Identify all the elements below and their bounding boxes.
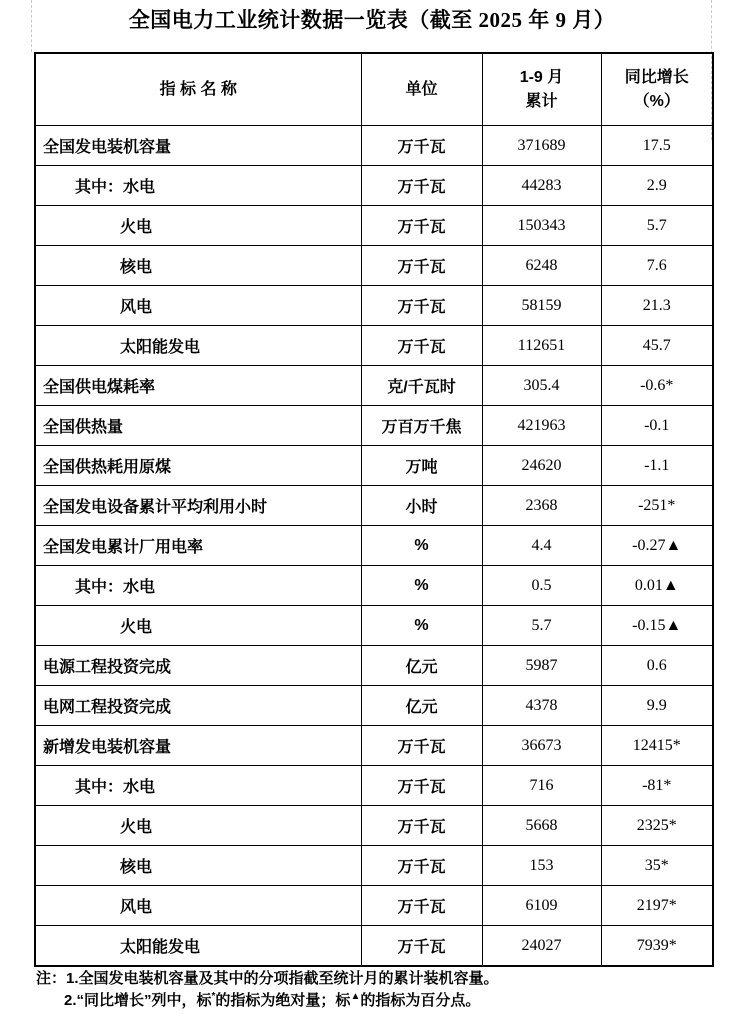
table-row: [35, 446, 713, 486]
value-cell: 58159: [482, 286, 601, 326]
header-period-line2: 累计: [525, 92, 558, 110]
indicator-cell: 其中：水电: [35, 166, 361, 206]
table-row: [35, 286, 713, 326]
indicator-cell: 风电: [35, 886, 361, 926]
unit-cell: 万千瓦: [361, 886, 482, 926]
value-cell: 112651: [482, 326, 601, 366]
unit-cell: %: [361, 526, 482, 566]
page-title: 全国电力工业统计数据一览表（截至 2025 年 9 月）: [128, 8, 616, 32]
value-cell: 5668: [482, 806, 601, 846]
indicator-cell: 全国发电装机容量: [35, 126, 361, 166]
table-row: [35, 406, 713, 446]
growth-cell: -0.6*: [601, 366, 713, 406]
indicator-cell: 全国供电煤耗率: [35, 366, 361, 406]
table-row: [35, 646, 713, 686]
note2-prefix: 2.“同比增长”列中，标: [64, 992, 212, 1009]
value-cell: 44283: [482, 166, 601, 206]
indicator-cell: 其中：水电: [35, 566, 361, 606]
unit-cell: %: [361, 606, 482, 646]
note2-asterisk-mark: *: [211, 991, 216, 1002]
unit-cell: 万千瓦: [361, 246, 482, 286]
unit-cell: %: [361, 566, 482, 606]
unit-cell: 万千瓦: [361, 286, 482, 326]
growth-cell: 9.9: [601, 686, 713, 726]
table-row: [35, 366, 713, 406]
growth-cell: -0.27▲: [601, 526, 713, 566]
growth-cell: -251*: [601, 486, 713, 526]
value-cell: 5.7: [482, 606, 601, 646]
growth-cell: 35*: [601, 846, 713, 886]
growth-cell: 2325*: [601, 806, 713, 846]
table-row: [35, 166, 713, 206]
header-growth-line2: （%）: [633, 92, 680, 110]
unit-cell: 亿元: [361, 646, 482, 686]
growth-cell: 0.01▲: [601, 566, 713, 606]
indicator-cell: 核电: [35, 846, 361, 886]
value-cell: 305.4: [482, 366, 601, 406]
table-row: [35, 886, 713, 926]
note2-suffix: 的指标为百分点。: [360, 992, 481, 1009]
unit-cell: 万千瓦: [361, 846, 482, 886]
value-cell: 24620: [482, 446, 601, 486]
growth-cell: 45.7: [601, 326, 713, 366]
indicator-cell: 风电: [35, 286, 361, 326]
unit-cell: 亿元: [361, 686, 482, 726]
value-cell: 24027: [482, 926, 601, 967]
unit-cell: 万千瓦: [361, 726, 482, 766]
indicator-cell: 全国发电设备累计平均利用小时: [35, 486, 361, 526]
unit-cell: 万百万千焦: [361, 406, 482, 446]
value-cell: 4.4: [482, 526, 601, 566]
header-growth-line1: 同比增长: [624, 68, 689, 86]
table-row: [35, 806, 713, 846]
indicator-cell: 太阳能发电: [35, 326, 361, 366]
table-row: [35, 126, 713, 166]
indicator-cell: 全国发电累计厂用电率: [35, 526, 361, 566]
stats-table: [34, 52, 714, 967]
growth-cell: -1.1: [601, 446, 713, 486]
growth-cell: -81*: [601, 766, 713, 806]
growth-cell: 2.9: [601, 166, 713, 206]
table-row: [35, 926, 713, 967]
growth-cell: 17.5: [601, 126, 713, 166]
indicator-cell: 火电: [35, 206, 361, 246]
value-cell: 36673: [482, 726, 601, 766]
table-row: [35, 686, 713, 726]
header-growth: [601, 53, 713, 126]
table-row: [35, 726, 713, 766]
table-row: [35, 486, 713, 526]
header-indicator: 指 标 名 称: [35, 53, 361, 126]
value-cell: 4378: [482, 686, 601, 726]
unit-cell: 万千瓦: [361, 806, 482, 846]
header-row: [35, 53, 713, 126]
growth-cell: -0.15▲: [601, 606, 713, 646]
unit-cell: 万千瓦: [361, 206, 482, 246]
value-cell: 716: [482, 766, 601, 806]
table-row: [35, 606, 713, 646]
indicator-cell: 核电: [35, 246, 361, 286]
growth-cell: 2197*: [601, 886, 713, 926]
growth-cell: 12415*: [601, 726, 713, 766]
indicator-cell: 太阳能发电: [35, 926, 361, 967]
table-body: [35, 126, 713, 967]
indicator-cell: 电源工程投资完成: [35, 646, 361, 686]
unit-cell: 万千瓦: [361, 766, 482, 806]
table-row: [35, 846, 713, 886]
value-cell: 5987: [482, 646, 601, 686]
value-cell: 6248: [482, 246, 601, 286]
value-cell: 0.5: [482, 566, 601, 606]
indicator-cell: 电网工程投资完成: [35, 686, 361, 726]
header-unit: 单位: [361, 53, 482, 126]
value-cell: 6109: [482, 886, 601, 926]
indicator-cell: 全国供热量: [35, 406, 361, 446]
table-header: [35, 53, 713, 126]
growth-cell: 5.7: [601, 206, 713, 246]
value-cell: 153: [482, 846, 601, 886]
growth-cell: 0.6: [601, 646, 713, 686]
unit-cell: 万千瓦: [361, 926, 482, 967]
table-row: [35, 526, 713, 566]
indicator-cell: 火电: [35, 606, 361, 646]
unit-cell: 万千瓦: [361, 166, 482, 206]
indicator-cell: 火电: [35, 806, 361, 846]
note-line-1: 注：1.全国发电装机容量及其中的分项指截至统计月的累计装机容量。: [36, 970, 499, 987]
table-row: [35, 206, 713, 246]
notes: [0, 968, 744, 1012]
unit-cell: 万千瓦: [361, 326, 482, 366]
growth-cell: -0.1: [601, 406, 713, 446]
value-cell: 421963: [482, 406, 601, 446]
value-cell: 150343: [482, 206, 601, 246]
growth-cell: 7.6: [601, 246, 713, 286]
growth-cell: 21.3: [601, 286, 713, 326]
header-period-line1: 1-9 月: [519, 68, 564, 86]
table-row: [35, 246, 713, 286]
table-row: [35, 766, 713, 806]
unit-cell: 万千瓦: [361, 126, 482, 166]
unit-cell: 小时: [361, 486, 482, 526]
unit-cell: 万吨: [361, 446, 482, 486]
growth-cell: 7939*: [601, 926, 713, 967]
note-line-2: [0, 990, 744, 1012]
note2-triangle-mark: ▲: [350, 991, 361, 1002]
note2-mid: 的指标为绝对量；标: [215, 992, 351, 1009]
value-cell: 2368: [482, 486, 601, 526]
table-row: [35, 566, 713, 606]
table-row: [35, 326, 713, 366]
indicator-cell: 其中：水电: [35, 766, 361, 806]
indicator-cell: 全国供热耗用原煤: [35, 446, 361, 486]
header-period: [482, 53, 601, 126]
indicator-cell: 新增发电装机容量: [35, 726, 361, 766]
value-cell: 371689: [482, 126, 601, 166]
unit-cell: 克/千瓦时: [361, 366, 482, 406]
